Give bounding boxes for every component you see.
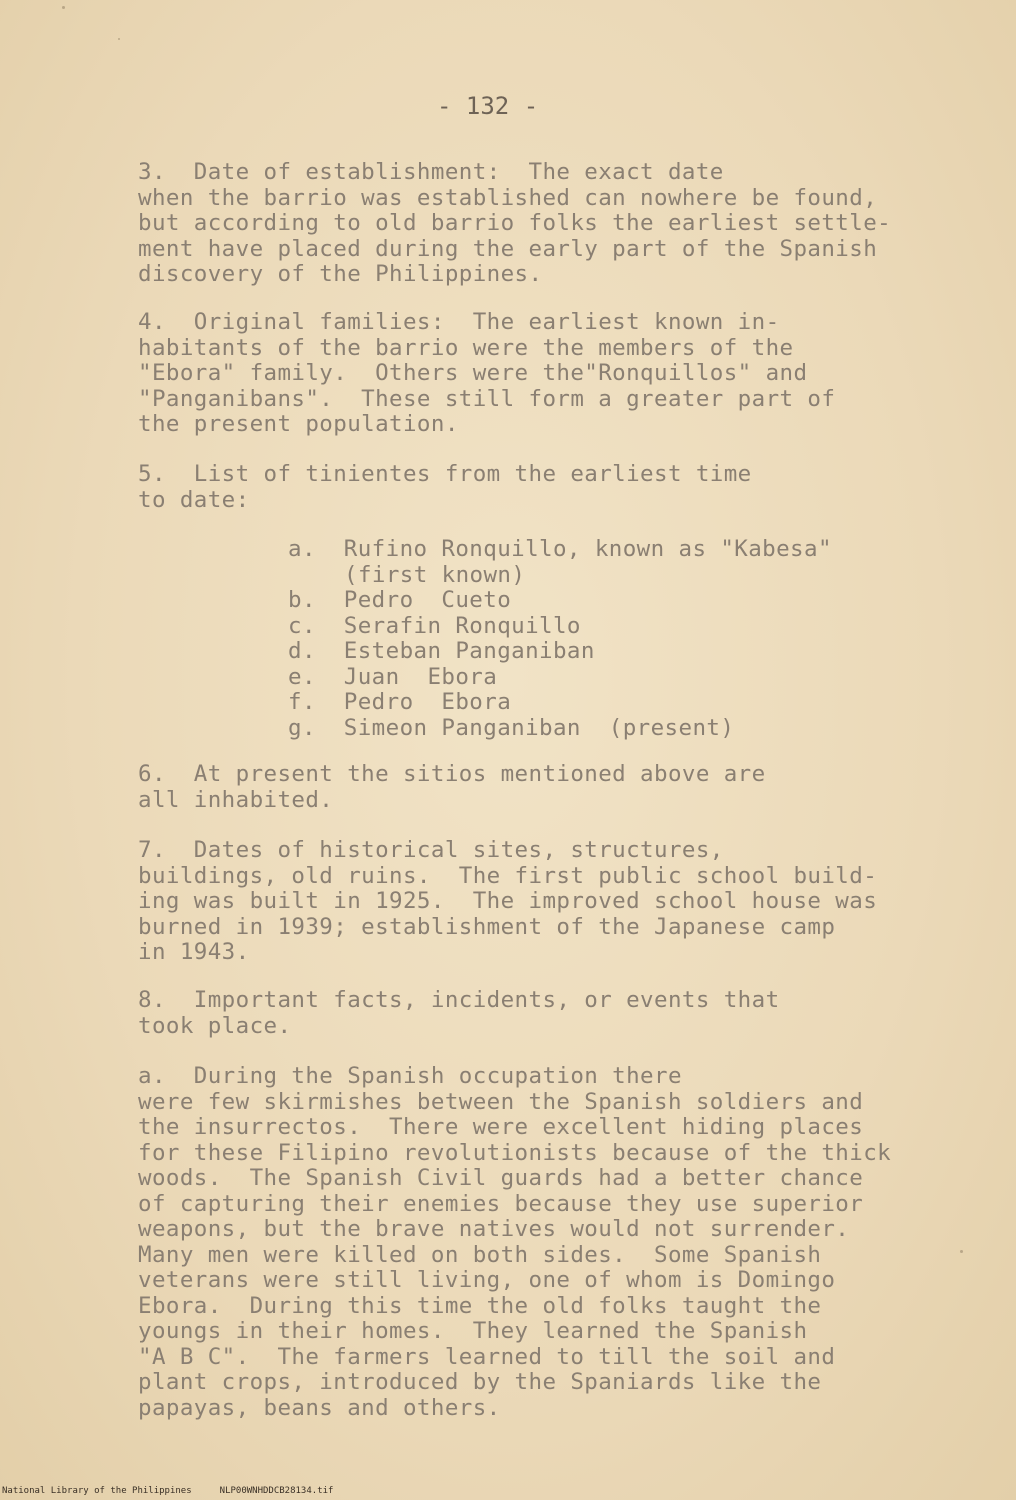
paragraph-sitios-inhabited: 6. At present the sitios mentioned above are all inhabited. xyxy=(138,761,766,813)
paragraph-list-of-tinientes: 5. List of tinientes from the earliest time to date: xyxy=(138,461,752,513)
paragraph-historical-sites: 7. Dates of historical sites, structures, buildings, old ruins. The first public school build- ing was built in 1925. The improved school house was burned in 1939; establishment of the Japanese camp in 1943. xyxy=(138,837,878,965)
paragraph-important-facts: 8. Important facts, incidents, or events that took place. xyxy=(138,987,780,1039)
list-item: b. Pedro Cueto xyxy=(288,587,512,613)
list-item: d. Esteban Panganiban xyxy=(288,638,595,664)
paper-speck xyxy=(960,1250,963,1253)
paragraph-date-of-establishment: 3. Date of establishment: The exact date when the barrio was established can nowhere be found, but according to old barrio folks the earliest settle- ment have placed during the early part of the Spanish discovery of the Philippines. xyxy=(138,159,892,287)
list-item: (first known) xyxy=(344,561,526,588)
list-item: g. Simeon Panganiban (present) xyxy=(288,714,735,741)
paper-speck xyxy=(62,6,65,9)
scan-footer xyxy=(2,1486,361,1497)
page-number: - 132 - xyxy=(437,92,539,120)
tinientes-list xyxy=(288,537,832,741)
list-item: f. Pedro Ebora xyxy=(288,689,512,715)
paragraph-spanish-occupation: a. During the Spanish occupation there were few skirmishes between the Spanish soldiers and the insurrectos. There were excellent hiding places for these Filipino revolutionists because of the thick woods. The Spanish Civil guards had a better chance of capturing their enemies because they use superior weapons, but the brave natives would not surrender. Many men were killed on both sides. Some Spanish veterans were still living, one of whom is Domingo Ebora. During this time the old folks taught the youngs in their homes. They learned the Spanish "A B C". The farmers learned to till the soil and plant crops, introduced by the Spaniards like the papayas, beans and others. xyxy=(138,1063,892,1421)
paragraph-original-families: 4. Original families: The earliest known in- habitants of the barrio were the members of the "Ebora" family. Others were the"Ronquillos" and "Panganibans". These still form a greater part of the present population. xyxy=(138,309,836,437)
library-name: National Library of the Philippines xyxy=(2,1486,192,1496)
list-item: e. Juan Ebora xyxy=(288,663,498,690)
paper-speck xyxy=(118,38,120,40)
list-item: c. Serafin Ronquillo xyxy=(288,612,581,639)
file-name: NLP00WNHDDCB28134.tif xyxy=(219,1486,334,1496)
list-item: a. Rufino Ronquillo, known as "Kabesa" xyxy=(288,536,832,562)
